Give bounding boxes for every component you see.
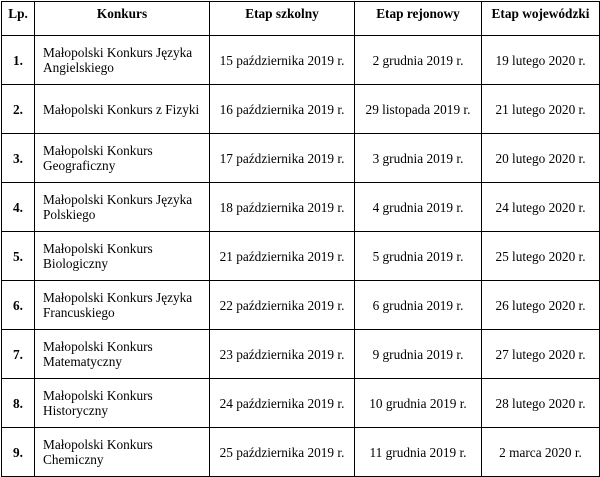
row-number: 4. — [2, 183, 35, 232]
competition-name: Małopolski Konkurs Chemiczny — [35, 428, 210, 477]
voivodeship-stage-date: 20 lutego 2020 r. — [482, 134, 600, 183]
table-row — [2, 232, 600, 281]
voivodeship-stage-date: 26 lutego 2020 r. — [482, 281, 600, 330]
header-lp: Lp. — [2, 2, 35, 36]
regional-stage-date: 11 grudnia 2019 r. — [355, 428, 482, 477]
voivodeship-stage-date: 24 lutego 2020 r. — [482, 183, 600, 232]
competition-name: Małopolski Konkurs Historyczny — [35, 379, 210, 428]
competition-name: Małopolski Konkurs Geograficzny — [35, 134, 210, 183]
row-number: 7. — [2, 330, 35, 379]
school-stage-date: 16 października 2019 r. — [210, 85, 355, 134]
table-header-row — [2, 2, 600, 36]
table-row — [2, 281, 600, 330]
table-row — [2, 183, 600, 232]
competition-name: Małopolski Konkurs Języka Polskiego — [35, 183, 210, 232]
regional-stage-date: 2 grudnia 2019 r. — [355, 36, 482, 85]
school-stage-date: 15 października 2019 r. — [210, 36, 355, 85]
school-stage-date: 24 października 2019 r. — [210, 379, 355, 428]
voivodeship-stage-date: 2 marca 2020 r. — [482, 428, 600, 477]
competition-name: Małopolski Konkurs Języka Angielskiego — [35, 36, 210, 85]
regional-stage-date: 10 grudnia 2019 r. — [355, 379, 482, 428]
row-number: 5. — [2, 232, 35, 281]
table-row — [2, 330, 600, 379]
table-row — [2, 36, 600, 85]
header-etap-wojewodzki: Etap wojewódzki — [482, 2, 600, 36]
school-stage-date: 17 października 2019 r. — [210, 134, 355, 183]
school-stage-date: 21 października 2019 r. — [210, 232, 355, 281]
voivodeship-stage-date: 19 lutego 2020 r. — [482, 36, 600, 85]
regional-stage-date: 3 grudnia 2019 r. — [355, 134, 482, 183]
school-stage-date: 23 października 2019 r. — [210, 330, 355, 379]
voivodeship-stage-date: 28 lutego 2020 r. — [482, 379, 600, 428]
row-number: 6. — [2, 281, 35, 330]
voivodeship-stage-date: 27 lutego 2020 r. — [482, 330, 600, 379]
header-etap-szkolny: Etap szkolny — [210, 2, 355, 36]
row-number: 2. — [2, 85, 35, 134]
header-konkurs: Konkurs — [35, 2, 210, 36]
row-number: 1. — [2, 36, 35, 85]
row-number: 9. — [2, 428, 35, 477]
table-row — [2, 428, 600, 477]
regional-stage-date: 29 listopada 2019 r. — [355, 85, 482, 134]
voivodeship-stage-date: 21 lutego 2020 r. — [482, 85, 600, 134]
school-stage-date: 22 października 2019 r. — [210, 281, 355, 330]
voivodeship-stage-date: 25 lutego 2020 r. — [482, 232, 600, 281]
regional-stage-date: 6 grudnia 2019 r. — [355, 281, 482, 330]
regional-stage-date: 4 grudnia 2019 r. — [355, 183, 482, 232]
header-etap-rejonowy: Etap rejonowy — [355, 2, 482, 36]
regional-stage-date: 5 grudnia 2019 r. — [355, 232, 482, 281]
competition-name: Małopolski Konkurs z Fizyki — [35, 85, 210, 134]
regional-stage-date: 9 grudnia 2019 r. — [355, 330, 482, 379]
table-row — [2, 85, 600, 134]
row-number: 3. — [2, 134, 35, 183]
table-row — [2, 134, 600, 183]
competition-name: Małopolski Konkurs Matematyczny — [35, 330, 210, 379]
competition-name: Małopolski Konkurs Języka Francuskiego — [35, 281, 210, 330]
row-number: 8. — [2, 379, 35, 428]
competition-name: Małopolski Konkurs Biologiczny — [35, 232, 210, 281]
school-stage-date: 25 października 2019 r. — [210, 428, 355, 477]
school-stage-date: 18 października 2019 r. — [210, 183, 355, 232]
competitions-table — [1, 1, 600, 477]
table-row — [2, 379, 600, 428]
